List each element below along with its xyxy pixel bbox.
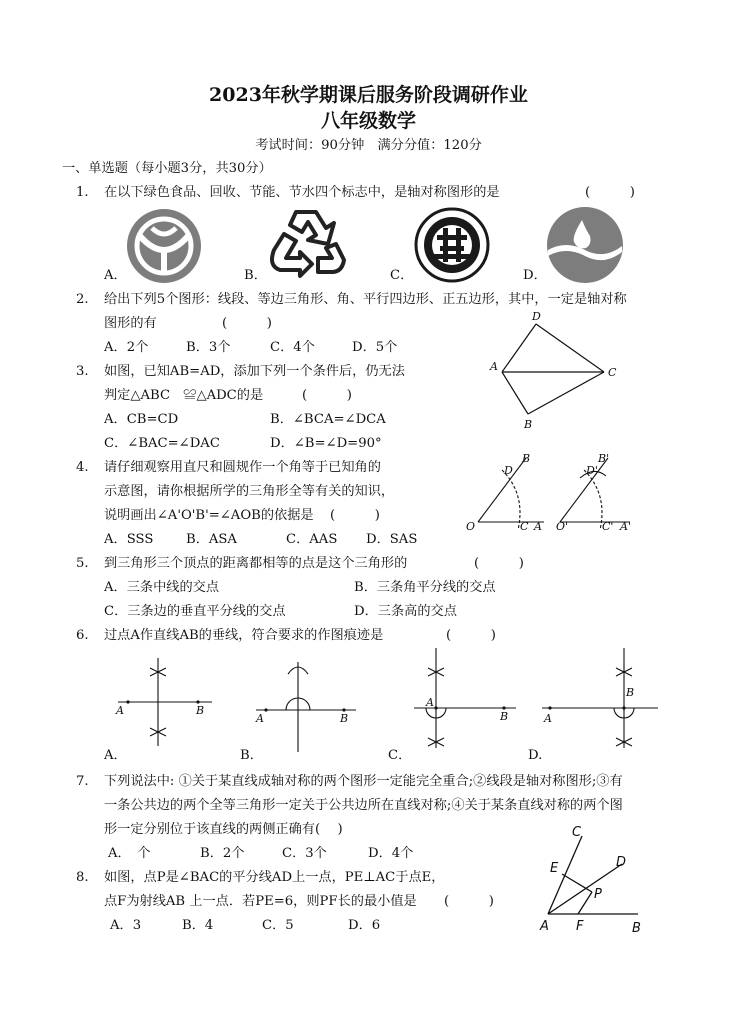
option-c[interactable]: C．3个 (282, 846, 327, 861)
option-a[interactable]: A． (104, 748, 127, 763)
point-label-c-prime: C' (602, 520, 614, 533)
option-c[interactable]: C．三条边的垂直平分线的交点 (104, 604, 286, 619)
point-label-b: B (500, 710, 509, 723)
question-text: 给出下列5个图形：线段、等边三角形、角、平行四边形、正五边形，其中，一定是轴对称 (104, 292, 627, 307)
option-d[interactable]: D．5个 (352, 340, 398, 355)
construction-figure-d (540, 646, 660, 750)
option-d[interactable]: D. (528, 748, 543, 763)
option-c[interactable]: C． (388, 748, 412, 763)
answer-bracket: ( ) (222, 316, 272, 331)
option-a[interactable]: A．CB=CD (104, 412, 179, 427)
question-text-line2: 一条公共边的两个全等三角形一定关于公共边所在直线对称;④关于某条直线对称的两个图 (104, 798, 623, 813)
option-b[interactable]: B． (244, 268, 267, 283)
answer-bracket: ( ) (444, 894, 494, 909)
question-number: 7. (76, 774, 89, 789)
point-label-c: C (608, 366, 617, 379)
point-label-b: B (626, 686, 635, 699)
question-text: 下列说法中: ①关于某直线成轴对称的两个图形一定能完全重合;②线段是轴对称图形;③有 (104, 774, 623, 789)
kite-figure (486, 308, 626, 432)
option-c[interactable]: C．AAS (286, 532, 338, 547)
point-label-b-prime: B' (598, 452, 610, 465)
point-label-d: D (616, 855, 627, 870)
question-number: 1. (76, 185, 89, 200)
question-text: 过点A作直线AB的垂线，符合要求的作图痕迹是 (104, 628, 384, 643)
point-label-a: A (116, 704, 124, 717)
point-label-d: D (532, 310, 541, 323)
option-b[interactable]: B．2个 (200, 846, 245, 861)
option-b[interactable]: B． (240, 748, 263, 763)
point-label-b: B (522, 452, 531, 465)
question-text-line2: 图形的有 (104, 316, 157, 331)
page-subtitle: 八年级数学 (320, 110, 416, 132)
option-a[interactable]: A．3 (110, 918, 142, 933)
point-label-a: A (534, 520, 542, 533)
question-text-line2: 示意图，请你根据所学的三角形全等有关的知识， (104, 484, 395, 499)
point-label-f: F (576, 919, 584, 934)
option-b[interactable]: B．4 (182, 918, 214, 933)
answer-bracket: ( ) (330, 508, 380, 523)
option-d[interactable]: D．4个 (368, 846, 414, 861)
point-label-a-prime: A' (620, 520, 631, 533)
option-c[interactable]: C．5 (262, 918, 294, 933)
point-label-p: P (594, 887, 602, 902)
point-label-e: E (550, 861, 559, 876)
option-d[interactable]: D．SAS (366, 532, 418, 547)
recycle-logo-icon (266, 206, 346, 282)
question-text: 到三角形三个顶点的距离都相等的点是这个三角形的 (104, 556, 408, 571)
point-label-d: D (504, 464, 513, 477)
point-label-a: A (256, 712, 264, 725)
answer-bracket: ( ) (302, 388, 352, 403)
question-text: 如图，点P是∠BAC的平分线AD上一点，PE⊥AC于点E， (104, 870, 445, 885)
option-a[interactable]: A． (104, 268, 127, 283)
question-number: 5. (76, 556, 89, 571)
angle-bisector-figure (536, 820, 656, 936)
option-a[interactable]: A．三条中线的交点 (104, 580, 220, 595)
page-title: 2023年秋学期课后服务阶段调研作业 (209, 84, 528, 106)
point-label-b: B (196, 704, 205, 717)
question-number: 3. (76, 364, 89, 379)
question-number: 6. (76, 628, 89, 643)
answer-bracket: ( ) (446, 628, 496, 643)
point-label-c: C (520, 520, 529, 533)
option-b[interactable]: B．三条角平分线的交点 (354, 580, 496, 595)
angle-construction-figure (460, 450, 660, 540)
point-label-o: O (466, 520, 476, 533)
option-d[interactable]: D． (523, 268, 547, 283)
point-label-d-prime: D' (586, 464, 598, 477)
point-label-c: C (572, 825, 582, 840)
construction-figure-b (252, 654, 362, 754)
energy-saving-logo-icon (413, 206, 491, 284)
option-c[interactable]: C．4个 (270, 340, 315, 355)
answer-bracket: ( ) (474, 556, 524, 571)
option-b[interactable]: B．3个 (186, 340, 231, 355)
option-b[interactable]: B．∠BCA=∠DCA (270, 412, 386, 427)
exam-info: 考试时间：90分钟 满分分值：120分 (255, 138, 482, 153)
question-text: 如图，已知AB=AD，添加下列一个条件后，仍无法 (104, 364, 405, 379)
question-number: 2. (76, 292, 89, 307)
green-food-logo-icon (126, 208, 202, 284)
question-text: 请仔细观察用直尺和圆规作一个角等于已知角的 (104, 460, 381, 475)
option-d[interactable]: D．6 (348, 918, 381, 933)
question-text-line3: 形一定分别位于该直线的两侧正确有( ) (104, 822, 343, 837)
question-text-line3: 说明画出∠A'O'B'=∠AOB的依据是 (104, 508, 314, 523)
point-label-b: B (340, 712, 349, 725)
option-a[interactable]: A．SSS (104, 532, 154, 547)
question-text-line2: 判定△ABC ≌△ADC的是 (104, 388, 264, 403)
answer-bracket: ( ) (585, 185, 635, 200)
option-b[interactable]: B．ASA (186, 532, 237, 547)
point-label-o-prime: O' (556, 520, 569, 533)
question-number: 4. (76, 460, 89, 475)
option-c[interactable]: C．∠BAC=∠DAC (104, 436, 220, 451)
question-text-line2: 点F为射线AB 上一点．若PE=6，则PF长的最小值是 (104, 894, 417, 909)
point-label-b: B (632, 921, 641, 936)
point-label-b: B (524, 418, 533, 431)
section-heading: 一、单选题（每小题3分，共30分） (62, 161, 272, 176)
option-a[interactable]: A． 个 (108, 846, 151, 861)
option-a[interactable]: A．2个 (104, 340, 149, 355)
point-label-a: A (490, 360, 498, 373)
construction-figure-c (412, 646, 522, 750)
option-c[interactable]: C． (390, 268, 414, 283)
point-label-a: A (426, 696, 434, 709)
water-saving-logo-icon (546, 206, 624, 284)
question-text: 在以下绿色食品、回收、节能、节水四个标志中，是轴对称图形的是 (104, 185, 500, 200)
construction-figure-a (114, 656, 214, 748)
option-d[interactable]: D．∠B=∠D=90° (270, 436, 382, 451)
point-label-a: A (544, 712, 552, 725)
question-number: 8. (76, 870, 89, 885)
point-label-a: A (540, 919, 549, 934)
option-d[interactable]: D．三条高的交点 (354, 604, 457, 619)
